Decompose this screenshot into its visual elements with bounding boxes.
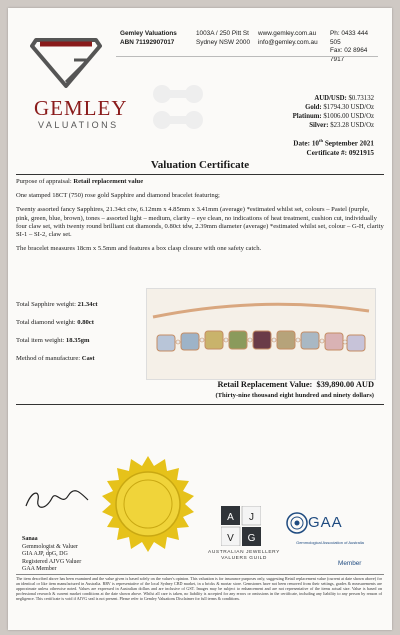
retail-amount: $39,890.00 AUD (316, 380, 374, 389)
phone-number: Ph: 0433 444 505 (330, 30, 369, 46)
address-line1: 1003A / 250 Pitt St (196, 30, 249, 37)
valuer-details (22, 536, 81, 574)
bracelet-photo (146, 288, 376, 380)
valuer-role: Gemmologist & Valuer (22, 543, 78, 550)
date-label: Date: (293, 139, 311, 148)
retail-words: (Thirty-nine thousand eight hundred and ninety dollars) (215, 392, 374, 399)
page-title: Valuation Certificate (150, 159, 250, 171)
brand-subtitle: VALUATIONS (38, 120, 119, 130)
ajvg-logo (204, 506, 284, 566)
stat-sapphire (16, 301, 98, 308)
paragraph-measurements: The bracelet measures 18cm x 5.5mm and features a box clasp closure with one safety catch. (16, 245, 262, 253)
ajvg-line1: AUSTRALIAN JEWELLERY (208, 550, 280, 555)
stat-label: Method of manufacture: (16, 355, 81, 362)
stat-label: Total item weight: (16, 337, 65, 344)
stat-weight (16, 337, 90, 344)
certificate-number: 0921915 (348, 149, 374, 158)
stat-label: Total diamond weight: (16, 319, 76, 326)
valuer-name: Sanaa (22, 536, 38, 542)
address-line2: Sydney NSW 2000 (196, 38, 250, 46)
footer-divider (16, 574, 384, 575)
date-rest: September 2021 (324, 139, 374, 148)
retail-label: Retail Replacement Value: (217, 380, 313, 389)
price-label: Silver: (309, 122, 329, 129)
ajvg-letter: V (227, 533, 234, 544)
gaa-subtitle: Gemmological Association of Australia (296, 540, 364, 545)
metal-prices (293, 94, 374, 130)
ajvg-letter: G (247, 533, 256, 544)
value-divider (16, 404, 384, 405)
company-legal-name: Gemley Valuations (120, 30, 177, 37)
header-contact (108, 30, 378, 63)
title-divider (16, 174, 384, 175)
brand-name: GEMLEY (34, 96, 128, 120)
valuer-quals: GIA AJP, dpG, DG (22, 551, 68, 558)
stat-diamond (16, 319, 94, 326)
ajvg-letter: A (227, 512, 234, 523)
watermark-icon (148, 82, 208, 132)
signature-icon (22, 486, 92, 512)
paragraph-sapphires: Twenty assorted fancy Sapphires, 21.34ct ctw, 6.12mm x 4.85mm x 3.41mm (average) *estimated whilst set, colours – Pastel (purple, pink, green, blue, brown), tones – assorted light – medium, clarity – eye clean, no indications of heat treatment, cushion cut, individually four claw set, with twenty round brilliant cut diamonds, 0.80ct tdw, 2.39mm diameter (average) *estimated whilst set, colour – G-H, clarity SI-1 – SI-2, claw set. (16, 206, 384, 239)
company-abn: ABN 71192907017 (120, 38, 175, 46)
ajvg-letter: J (249, 512, 254, 523)
stat-value: 18.35gm (65, 337, 90, 344)
price-value: $1006.00 USD/Oz (323, 113, 374, 120)
website-link[interactable]: www.gemley.com.au (258, 30, 317, 37)
purpose-value: Retail replacement value (73, 178, 144, 185)
date-suffix: th (319, 138, 324, 143)
email-link[interactable]: info@gemley.com.au (258, 38, 318, 46)
price-value: $23.28 USD/Oz (330, 122, 374, 129)
purpose-label: Purpose of appraisal: (16, 178, 72, 185)
ajvg-line2: VALUERS GUILD (221, 556, 267, 561)
price-label: Platinum: (292, 113, 322, 120)
gaa-emblem-icon (286, 512, 308, 534)
gemley-logo-icon (30, 38, 102, 88)
stat-value: 21.34ct (77, 301, 98, 308)
price-label: Gold: (305, 104, 322, 111)
paragraph-item: One stamped 18CT (750) rose gold Sapphire and diamond bracelet featuring; (16, 192, 220, 200)
price-label: AUD/USD: (314, 95, 347, 102)
ajvg-seal-icon (98, 454, 198, 554)
disclaimer-text: The item described above has been examined and the value given is based solely on the valuer's opinion. This valuation is for insurance purposes only, suggesting Retail replacement value (current at date shown above) for an identical or like item manufactured in Australia. RRV is representative of the local Sydney CBD market, in a bricks & mortar store. Gemstones have not been removed from their settings, grades & measurements are approximate unless otherwise noted. Values are expressed in Australian dollars and are inclusive of GST. Images may be subject to enhancement and are not representative of the items actual size. Value is based on professional research & current market conditions at the date shown above. Whilst all care is taken, no liability is accepted for any errors or omissions in the certificate, including any liability to any person by reason of negligence. This certificate is void if AJVG seal is not present. Please refer to Gemley Valuations Disclaimer for full terms & conditions. (16, 576, 382, 602)
header-divider (116, 56, 378, 57)
valuer-reg: Registered AJVG Valuer (22, 558, 82, 565)
price-value: $1794.30 USD/Oz (323, 104, 374, 111)
gaa-name: GAA (308, 514, 343, 531)
description (16, 178, 384, 259)
gaa-logo (278, 512, 384, 572)
date-block (293, 136, 374, 158)
stat-label: Total Sapphire weight: (16, 301, 76, 308)
date-day: 10 (311, 139, 319, 148)
fax-number: Fax: 02 8964 7917 (330, 47, 368, 63)
certificate-label: Certificate #: (306, 149, 348, 158)
stat-value: Cast (81, 355, 95, 362)
price-value: $0.73132 (348, 95, 374, 102)
stat-value: 0.80ct (77, 319, 94, 326)
ajvg-logo-icon (221, 506, 261, 546)
gaa-member: Member (338, 560, 362, 567)
retail-value (217, 380, 374, 389)
valuer-member: GAA Member (22, 566, 57, 573)
certificate-page (8, 8, 392, 630)
stat-method (16, 355, 95, 362)
